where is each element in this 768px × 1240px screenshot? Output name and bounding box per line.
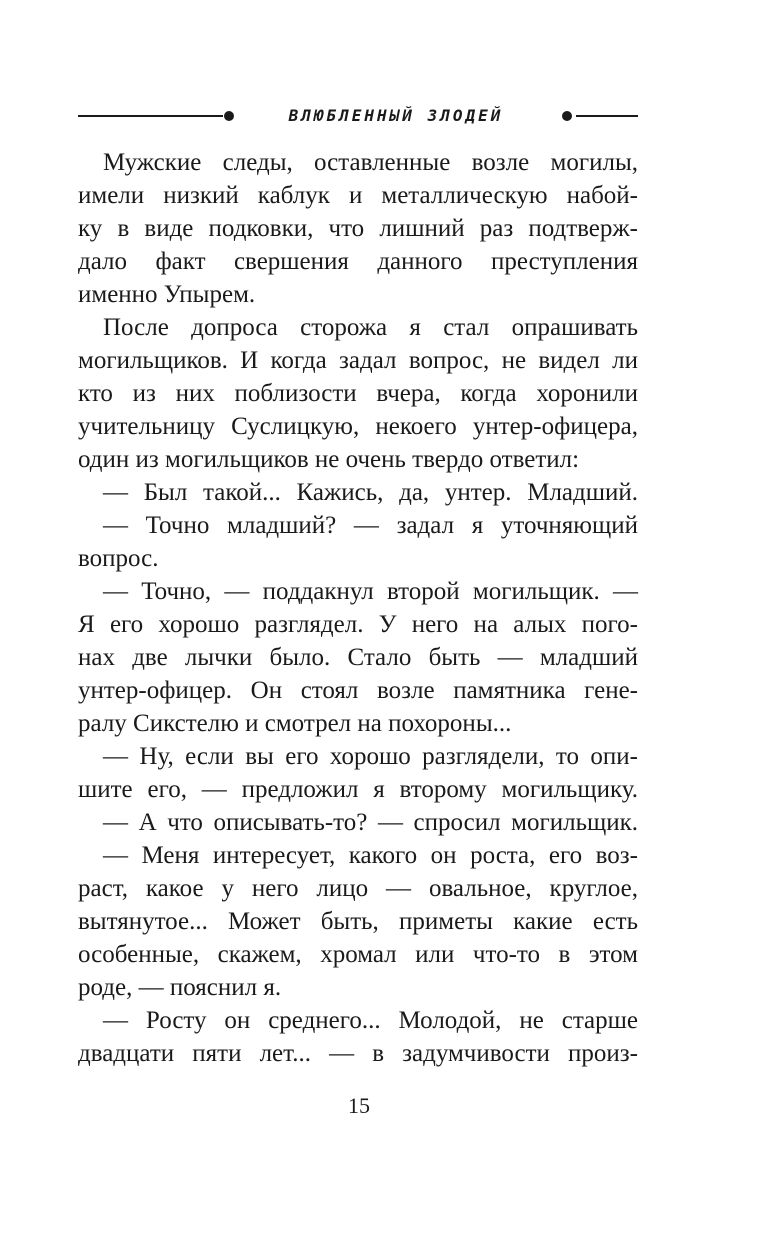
text-line: — Точно младший? — задал я уточняющий bbox=[103, 512, 638, 539]
text-line: — А что описывать-то? — спросил могильщик. bbox=[103, 809, 638, 836]
page-body bbox=[78, 146, 638, 1070]
text-line: имели низкий каблук и металлическую набой- bbox=[78, 182, 638, 209]
header-bullet-left bbox=[224, 111, 234, 121]
text-line: один из могильщиков не очень твердо ответил: bbox=[78, 446, 580, 473]
header-rule-right bbox=[576, 115, 638, 117]
text-line: Мужские следы, оставленные возле могилы, bbox=[103, 149, 638, 176]
text-line: ку в виде подковки, что лишний раз подтверж- bbox=[78, 215, 638, 242]
page-number: 15 bbox=[348, 1093, 370, 1118]
text-line: нах две лычки было. Стало быть — младший bbox=[78, 644, 638, 671]
text-line: двадцати пяти лет... — в задумчивости произ- bbox=[78, 1040, 638, 1067]
text-line: Я его хорошо разглядел. У него на алых пого- bbox=[78, 611, 638, 638]
text-line: могильщиков. И когда задал вопрос, не видел ли bbox=[78, 347, 638, 374]
text-line: дало факт свершения данного преступления bbox=[78, 248, 638, 275]
text-line: — Меня интересует, какого он роста, его воз- bbox=[103, 842, 638, 869]
header-bullet-right bbox=[562, 111, 572, 121]
text-line: кто из них поблизости вчера, когда хоронили bbox=[78, 380, 638, 407]
text-line: именно Упырем. bbox=[78, 281, 256, 308]
text-line: — Точно, — поддакнул второй могильщик. — bbox=[103, 578, 638, 605]
header-rule-left bbox=[78, 115, 223, 117]
text-line: особенные, скажем, хромал или что-то в этом bbox=[78, 941, 638, 968]
running-header bbox=[78, 104, 638, 128]
text-line: раст, какое у него лицо — овальное, круглое, bbox=[78, 875, 638, 902]
text-line: роде, — пояснил я. bbox=[78, 974, 282, 1001]
text-line: вытянутое... Может быть, приметы какие есть bbox=[78, 908, 638, 935]
text-line: унтер-офицер. Он стоял возле памятника гене- bbox=[78, 677, 638, 704]
text-line: — Был такой... Кажись, да, унтер. Младший. bbox=[103, 479, 638, 506]
book-title: ВЛЮБЛЕННЫЙ ЗЛОДЕЙ bbox=[288, 106, 504, 125]
text-line: учительницу Суслицкую, некоего унтер-офицера, bbox=[78, 413, 638, 440]
text-line: вопрос. bbox=[78, 545, 159, 572]
text-line: После допроса сторожа я стал опрашивать bbox=[103, 314, 638, 341]
text-line: — Росту он среднего... Молодой, не старше bbox=[103, 1007, 638, 1034]
text-line: — Ну, если вы его хорошо разглядели, то опи- bbox=[103, 743, 638, 770]
text-line: шите его, — предложил я второму могильщику. bbox=[78, 776, 638, 803]
text-line: ралу Сикстелю и смотрел на похороны... bbox=[78, 710, 512, 737]
